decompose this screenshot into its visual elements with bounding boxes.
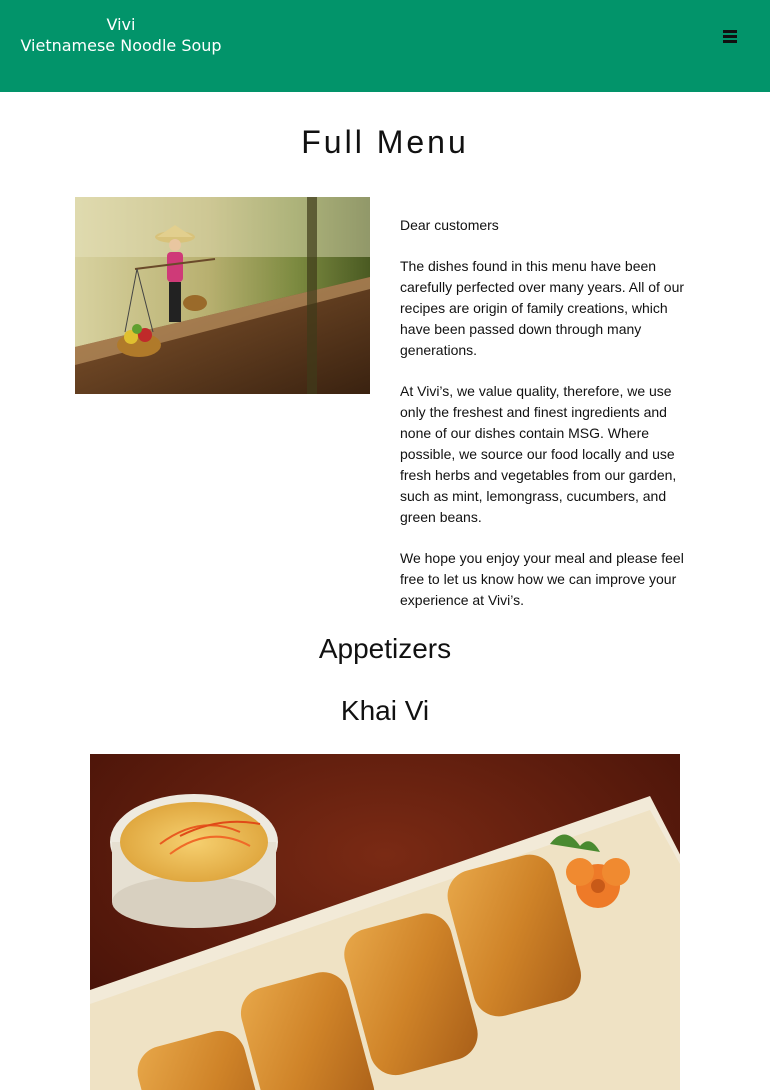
brand-tagline: Vietnamese Noodle Soup xyxy=(20,36,222,55)
intro-paragraph: At Vivi’s, we value quality, therefore, we use only the freshest and finest ingredients and none of our dishes contain MSG. Where possible, we source our food locally and use fresh herbs and vegetables from our garden, such as mint, lemongrass, cucumbers, and green beans. xyxy=(400,383,677,525)
site-logo[interactable] xyxy=(0,14,222,56)
intro-paragraph: We hope you enjoy your meal and please feel free to let us know how we can improve your experience at Vivi’s. xyxy=(400,550,684,608)
intro-paragraph: The dishes found in this menu have been carefully perfected over many years. All of our recipes are origin of family creations, which have been passed down through many generations. xyxy=(400,258,685,358)
page-title: Full Menu xyxy=(301,124,469,160)
hamburger-icon[interactable] xyxy=(716,26,744,48)
hero-photo-figurine xyxy=(75,197,370,394)
section-title-appetizers: Appetizers xyxy=(318,633,452,664)
spring-rolls-photo xyxy=(90,754,680,1090)
dish-category-title: Khai Vi xyxy=(340,695,430,726)
intro-letter xyxy=(400,215,700,631)
brand-name: Vivi xyxy=(106,15,136,34)
intro-greeting: Dear customers xyxy=(400,217,499,233)
site-header xyxy=(0,0,770,92)
